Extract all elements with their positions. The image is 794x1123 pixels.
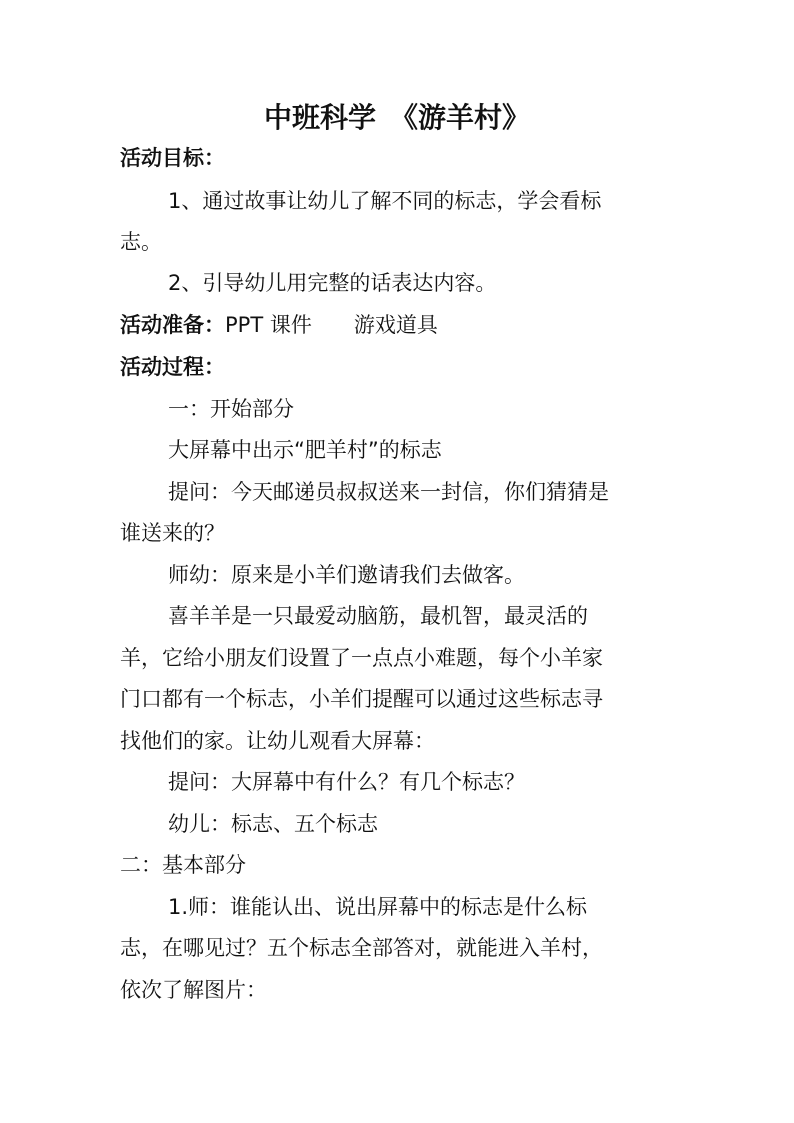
prep-content: PPT 课件 游戏道具 (225, 313, 438, 337)
paragraph-4-line-1: 喜羊羊是一只最爱动脑筋，最机智，最灵活的 (168, 604, 588, 628)
paragraph-4-line-3: 门口都有一个标志，小羊们提醒可以通过这些标志寻 (120, 687, 603, 711)
paragraph-2-line-2: 谁送来的？ (120, 521, 225, 545)
paragraph-6: 幼儿：标志、五个标志 (168, 812, 378, 836)
prep-row (120, 310, 680, 340)
paragraph-3: 师幼：原来是小羊们邀请我们去做客。 (168, 563, 525, 587)
paragraph-7-line-2: 志，在哪见过？五个标志全部答对，就能进入羊村， (120, 936, 603, 960)
process-heading: 活动过程： (120, 354, 225, 379)
goal-1-line-1: 1、通过故事让幼儿了解不同的标志，学会看标 (168, 189, 602, 213)
paragraph-5: 提问：大屏幕中有什么？有几个标志？ (168, 770, 525, 794)
paragraph-4-line-4: 找他们的家。让幼儿观看大屏幕： (120, 729, 435, 753)
paragraph-4-line-2: 羊，它给小朋友们设置了一点点小难题，每个小羊家 (120, 646, 603, 670)
part-2-title: 二：基本部分 (120, 853, 246, 877)
document-title: 中班科学 《游羊村》 (263, 101, 530, 134)
prep-heading: 活动准备： (120, 312, 225, 337)
paragraph-7-line-3: 依次了解图片： (120, 978, 267, 1002)
goal-1-line-2: 志。 (120, 230, 162, 254)
paragraph-1: 大屏幕中出示“肥羊村”的标志 (168, 438, 442, 462)
paragraph-7-line-1: 1.师：谁能认出、说出屏幕中的标志是什么标 (168, 895, 588, 919)
paragraph-2-line-1: 提问：今天邮递员叔叔送来一封信，你们猜猜是 (168, 480, 609, 504)
goal-2: 2、引导幼儿用完整的话表达内容。 (168, 271, 497, 295)
goals-heading: 活动目标： (120, 145, 225, 170)
part-1-title: 一：开始部分 (168, 397, 294, 421)
